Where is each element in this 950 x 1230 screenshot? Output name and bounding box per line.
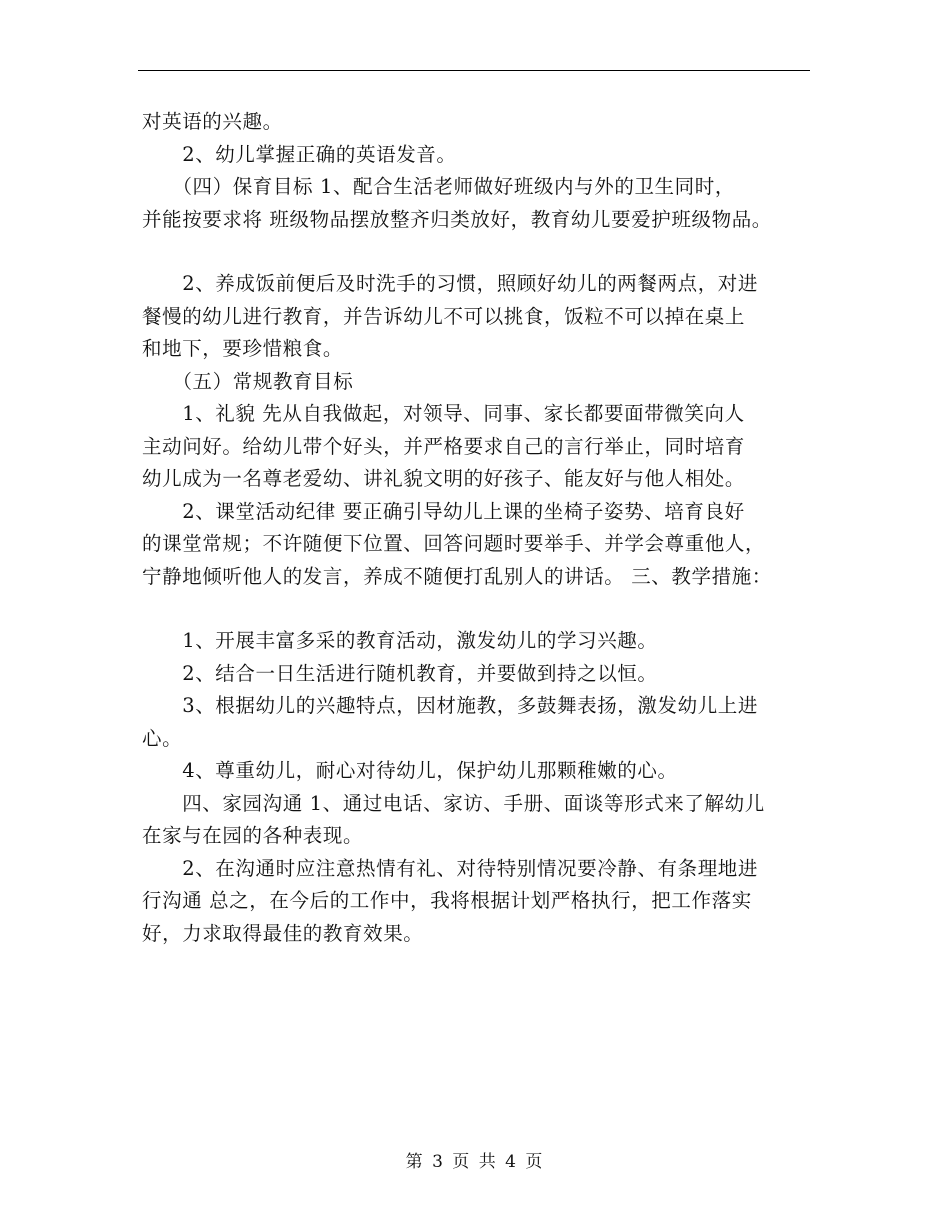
text-line: 并能按要求将 班级物品摆放整齐归类放好，教育幼儿要爱护班级物品。: [142, 207, 772, 231]
paragraph-gap: [142, 236, 822, 268]
paragraph-gap: [142, 593, 822, 625]
text-line: 幼儿成为一名尊老爱幼、讲礼貌文明的好孩子、能友好与他人相处。: [142, 467, 746, 490]
text-line: 2、幼儿掌握正确的英语发音。: [142, 142, 457, 166]
text-line: 和地下，要珍惜粮食。: [142, 337, 344, 360]
text-line: 对英语的兴趣。: [142, 110, 283, 133]
paragraph-group-1: [142, 106, 822, 236]
text-line: 行沟通 总之，在今后的工作中，我将根据计划严格执行，把工作落实: [142, 889, 752, 912]
text-line: 2、结合一日生活进行随机教育，并要做到持之以恒。: [142, 661, 658, 685]
text-line: 1、开展丰富多采的教育活动，激发幼儿的学习兴趣。: [142, 629, 658, 652]
paragraph-group-3: [142, 625, 822, 950]
text-line: 4、尊重幼儿，耐心对待幼儿，保护幼儿那颗稚嫩的心。: [142, 759, 678, 782]
text-line: 在家与在园的各种表现。: [142, 824, 364, 847]
document-body: [142, 106, 822, 950]
text-line: 餐慢的幼儿进行教育，并告诉幼儿不可以挑食，饭粒不可以掉在桌上: [142, 304, 746, 328]
text-line: 的课堂常规；不许随便下位置、回答问题时要举手、并学会尊重他人，: [142, 532, 766, 555]
text-line: 四、家园沟通 1、通过电话、家访、手册、面谈等形式来了解幼儿: [142, 791, 765, 815]
text-line: 宁静地倾听他人的发言，养成不随便打乱别人的讲话。 三、教学措施：: [142, 564, 772, 588]
page-footer: 第 3 页 共 4 页: [405, 1152, 545, 1172]
header-rule: [138, 70, 810, 71]
text-line: 2、课堂活动纪律 要正确引导幼儿上课的坐椅子姿势、培育良好: [142, 499, 745, 523]
text-line: 2、养成饭前便后及时洗手的习惯，照顾好幼儿的两餐两点，对进: [142, 272, 759, 295]
text-line: 1、礼貌 先从自我做起，对领导、同事、家长都要面带微笑向人: [142, 402, 745, 425]
text-line: （五）常规教育目标: [142, 369, 354, 393]
text-line: 心。: [142, 726, 183, 750]
text-line: （四）保育目标 1、配合生活老师做好班级内与外的卫生同时，: [142, 175, 735, 198]
text-line: 2、在沟通时应注意热情有礼、对待特别情况要冷静、有条理地进: [142, 856, 759, 880]
paragraph-group-2: [142, 268, 822, 593]
text-line: 主动问好。给幼儿带个好头，并严格要求自己的言行举止，同时培育: [142, 434, 746, 458]
text-line: 3、根据幼儿的兴趣特点，因材施教，多鼓舞表扬，激发幼儿上进: [142, 694, 759, 717]
text-line: 好，力求取得最佳的教育效果。: [142, 921, 424, 945]
